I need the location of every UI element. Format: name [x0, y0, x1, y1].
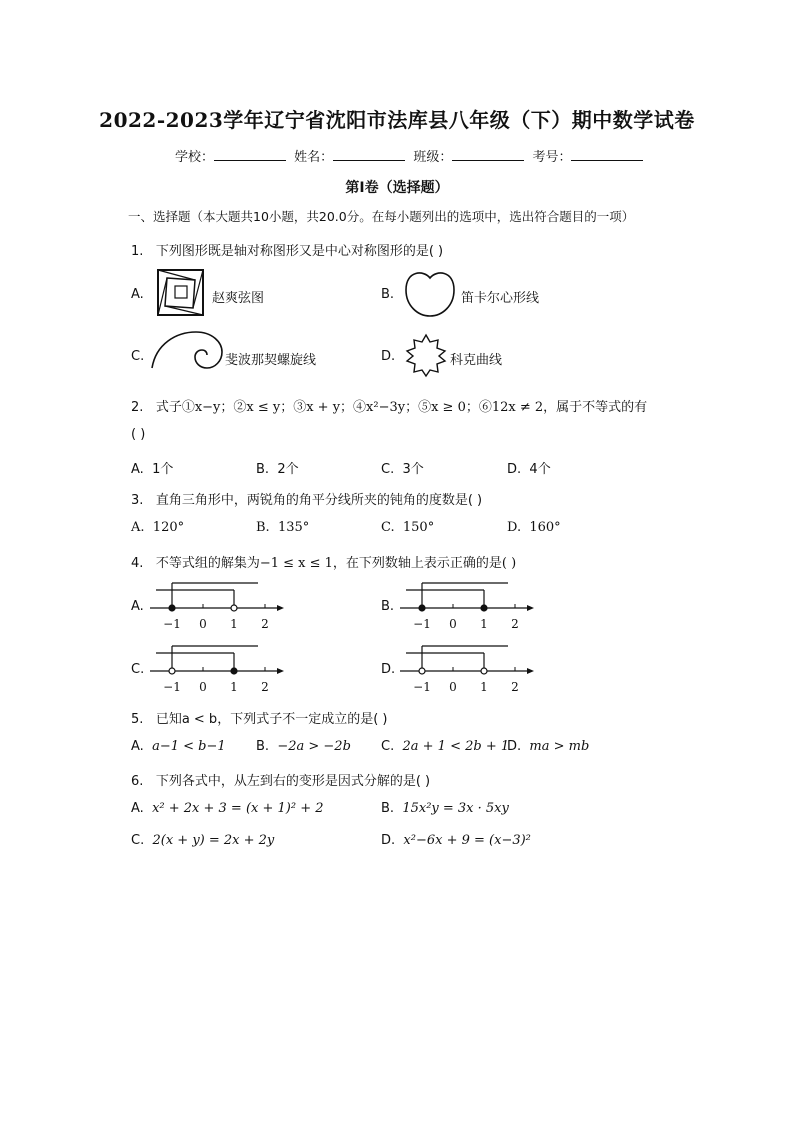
option-letter: B. — [256, 462, 270, 477]
option-letter: B. — [381, 801, 395, 816]
option-label: 2a + 1 < 2b + 1 — [402, 739, 510, 754]
q6-option-c — [131, 833, 274, 848]
option-letter: B. — [256, 520, 270, 535]
right-endpoint — [231, 668, 237, 674]
option-letter: A. — [131, 520, 145, 535]
name-label: 姓名： — [294, 150, 334, 165]
q6-option-b — [381, 801, 509, 816]
option-label: 15x²y = 3x · 5xy — [402, 801, 509, 816]
number-line-b — [398, 578, 538, 634]
option-label: −2a > −2b — [277, 739, 351, 754]
left-endpoint — [419, 605, 425, 611]
option-label: 3个 — [402, 462, 424, 477]
q1-option-b-label: 笛卡尔心形线 — [461, 291, 540, 306]
question-number: 5. — [131, 712, 144, 727]
tick-label: 0 — [449, 617, 457, 631]
option-label: x² + 2x + 3 = (x + 1)² + 2 — [152, 801, 324, 816]
question-5 — [131, 708, 387, 727]
q3-option-d — [507, 520, 561, 535]
question-6 — [131, 770, 430, 789]
option-label: ma > mb — [529, 739, 590, 754]
option-letter: C. — [381, 739, 395, 754]
question-stem: 不等式组的解集为−1 ≤ x ≤ 1，在下列数轴上表示正确的是( ) — [155, 556, 517, 571]
left-endpoint — [419, 668, 425, 674]
option-letter: D. — [507, 462, 522, 477]
q3-option-c — [381, 520, 434, 535]
option-label: 120° — [152, 520, 185, 535]
question-3 — [131, 489, 482, 508]
name-blank — [333, 148, 405, 161]
class-blank — [452, 148, 524, 161]
tick-label: 0 — [199, 680, 207, 694]
option-letter: D. — [507, 520, 522, 535]
option-letter: A. — [131, 801, 144, 816]
q1-option-c-letter: C. — [131, 349, 145, 364]
q4-option-d-letter: D. — [381, 662, 396, 677]
student-info-line — [175, 146, 647, 165]
q4-option-c-letter: C. — [131, 662, 145, 677]
option-letter: A. — [131, 462, 144, 477]
question-stem: 式子①x−y；②x ≤ y；③x + y；④x²−3y；⑤x ≥ 0；⑥12x ≠ 2，属于不等式的有 — [155, 400, 648, 415]
school-label: 学校： — [175, 150, 215, 165]
question-2 — [131, 396, 647, 415]
q2-option-c — [381, 458, 424, 477]
right-endpoint — [481, 605, 487, 611]
number-label: 考号： — [532, 150, 572, 165]
class-label: 班级： — [413, 150, 453, 165]
left-endpoint — [169, 605, 175, 611]
q6-option-a — [131, 801, 324, 816]
option-label: 2(x + y) = 2x + 2y — [152, 833, 275, 848]
option-label: 4个 — [529, 462, 551, 477]
tick-label: 1 — [480, 680, 488, 694]
option-letter: D. — [381, 833, 396, 848]
q2-option-d — [507, 458, 551, 477]
koch-snowflake-icon — [403, 332, 449, 378]
q4-option-b-letter: B. — [381, 599, 395, 614]
question-4 — [131, 552, 516, 571]
axis-arrow — [277, 668, 284, 674]
tick-label: 2 — [511, 680, 519, 694]
axis-arrow — [527, 668, 534, 674]
exam-title: 2022-2023学年辽宁省沈阳市法库县八年级（下）期中数学试卷 — [99, 108, 695, 132]
number-line-d — [398, 641, 538, 697]
option-label: 150° — [402, 520, 435, 535]
right-endpoint — [231, 605, 237, 611]
tick-label: 2 — [261, 680, 269, 694]
tick-label: 1 — [230, 617, 238, 631]
q4-option-a-letter: A. — [131, 599, 144, 614]
q5-option-a — [131, 739, 226, 754]
tick-label: 0 — [199, 617, 207, 631]
option-letter: C. — [381, 520, 395, 535]
tick-label: 2 — [261, 617, 269, 631]
section-heading: 一、选择题（本大题共10小题，共20.0分。在每小题列出的选项中，选出符合题目的一项） — [128, 209, 635, 224]
option-letter: D. — [507, 739, 522, 754]
q3-option-b — [256, 520, 309, 535]
option-letter: A. — [131, 739, 144, 754]
option-letter: C. — [381, 462, 395, 477]
option-label: 2个 — [277, 462, 299, 477]
cardioid-icon — [402, 268, 458, 318]
q3-option-a — [131, 520, 184, 535]
question-number: 2. — [131, 400, 144, 415]
fibonacci-spiral-icon — [150, 328, 224, 372]
question-stem: 下列图形既是轴对称图形又是中心对称图形的是( ) — [155, 244, 444, 259]
option-label: 135° — [277, 520, 310, 535]
tick-label: 1 — [230, 680, 238, 694]
tick-label: −1 — [413, 680, 431, 694]
axis-arrow — [527, 605, 534, 611]
school-blank — [214, 148, 286, 161]
tick-label: −1 — [413, 617, 431, 631]
option-label: 1个 — [152, 462, 174, 477]
tick-label: 0 — [449, 680, 457, 694]
question-number: 1. — [131, 244, 144, 259]
question-stem: 已知a < b，下列式子不一定成立的是( ) — [155, 712, 388, 727]
tick-label: −1 — [163, 617, 181, 631]
axis-arrow — [277, 605, 284, 611]
tick-label: 1 — [480, 617, 488, 631]
option-label: a−1 < b−1 — [152, 739, 226, 754]
question-number: 4. — [131, 556, 144, 571]
right-endpoint — [481, 668, 487, 674]
question-2-continuation: ( ) — [131, 427, 146, 442]
option-label: 160° — [529, 520, 561, 535]
left-endpoint — [169, 668, 175, 674]
q1-option-d-label: 科克曲线 — [450, 353, 503, 368]
q6-option-d — [381, 833, 531, 848]
q1-option-d-letter: D. — [381, 349, 396, 364]
q2-option-b — [256, 458, 299, 477]
number-line-a — [148, 578, 288, 634]
question-number: 3. — [131, 493, 144, 508]
tick-label: −1 — [163, 680, 181, 694]
option-letter: C. — [131, 833, 145, 848]
q5-option-c — [381, 739, 509, 754]
q1-option-a-letter: A. — [131, 287, 144, 302]
zhao-shuang-diagram-icon — [155, 268, 207, 318]
number-blank — [571, 148, 643, 161]
number-line-c — [148, 641, 288, 697]
question-1 — [131, 240, 443, 259]
q5-option-b — [256, 739, 351, 754]
question-stem: 下列各式中，从左到右的变形是因式分解的是( ) — [155, 774, 431, 789]
question-number: 6. — [131, 774, 144, 789]
q1-option-b-letter: B. — [381, 287, 395, 302]
volume-heading: 第Ⅰ卷（选择题） — [345, 180, 449, 196]
q1-option-c-label: 斐波那契螺旋线 — [225, 353, 317, 368]
q5-option-d — [507, 739, 589, 754]
option-letter: B. — [256, 739, 270, 754]
q1-option-a-label: 赵爽弦图 — [212, 291, 265, 306]
question-stem: 直角三角形中，两锐角的角平分线所夹的钝角的度数是( ) — [155, 493, 483, 508]
tick-label: 2 — [511, 617, 519, 631]
q2-option-a — [131, 458, 173, 477]
option-label: x²−6x + 9 = (x−3)² — [403, 833, 531, 848]
